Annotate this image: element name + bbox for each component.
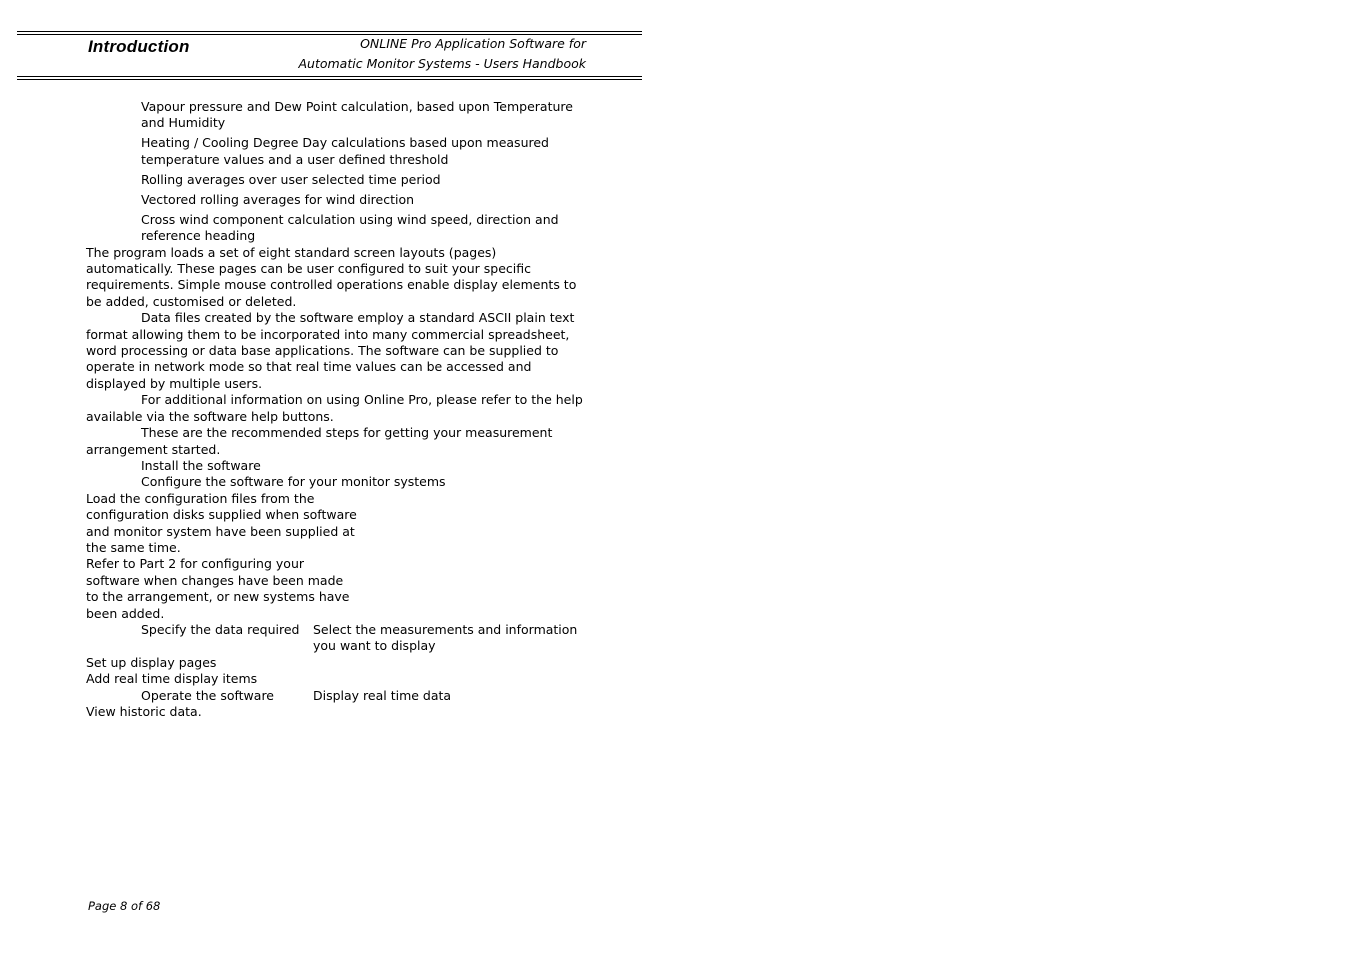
feature-item: Rolling averages over user selected time period: [141, 171, 441, 187]
step-configure-note: Refer to Part 2 for configuring your software when changes have been made to the arrangement, or new systems have been added.: [86, 556, 350, 621]
paragraph-data-files: Data files created by the software employ a standard ASCII plain text format allowing them to be incorporated into many commercial spreadsheet, word processing or data base applications. The software can be supplied to operate in network mode so that real time values can be accessed and displayed by multiple users.: [86, 310, 575, 391]
step-install: Install the software: [141, 457, 261, 473]
header-rule-top-1: [17, 31, 642, 32]
feature-item: Vapour pressure and Dew Point calculation, based upon Temperature and Humidity: [141, 99, 573, 131]
page-body: [86, 99, 586, 720]
page-number: Page 8 of 68: [88, 899, 161, 913]
step-operate-note: Display real time data: [313, 687, 452, 703]
header-subtitle-line1: ONLINE Pro Application Software for: [360, 36, 586, 51]
header-rule-bottom-2: [17, 79, 642, 80]
feature-item: Vectored rolling averages for wind direction: [141, 191, 415, 207]
step-specify: [86, 622, 586, 655]
step-specify-note: Add real time display items: [86, 671, 258, 687]
step-configure: Configure the software for your monitor systems: [141, 474, 446, 490]
paragraph-help: For additional information on using Online Pro, please refer to the help available via the software help buttons.: [86, 392, 583, 424]
step-specify-note: Set up display pages: [86, 654, 217, 670]
step-specify-note: Select the measurements and information you want to display: [313, 621, 578, 654]
step-operate-label: Operate the software: [141, 687, 274, 703]
paragraph-page-layouts: The program loads a set of eight standard screen layouts (pages) automatically. These pages can be user configured to suit your specific requirements. Simple mouse controlled operations enable display elements to be added, customised or deleted.: [86, 244, 577, 309]
step-operate: [86, 688, 586, 704]
feature-item: Cross wind component calculation using wind speed, direction and reference heading: [141, 211, 559, 244]
step-operate-note: View historic data.: [86, 704, 202, 719]
paragraph-steps-intro: These are the recommended steps for getting your measurement arrangement started.: [86, 425, 553, 457]
header-rule-top-2: [17, 34, 642, 35]
step-specify-label: Specify the data required: [141, 621, 300, 637]
step-configure-note: Load the configuration files from the configuration disks supplied when software and monitor system have been supplied at the same time.: [86, 490, 357, 555]
feature-list: [86, 99, 586, 245]
feature-item: Heating / Cooling Degree Day calculations based upon measured temperature values and a user defined threshold: [141, 135, 549, 167]
header-rule-bottom-1: [17, 76, 642, 77]
section-title: Introduction: [88, 37, 190, 56]
steps-list: [86, 458, 586, 721]
header-subtitle-line2: Automatic Monitor Systems - Users Handbook: [298, 56, 586, 71]
